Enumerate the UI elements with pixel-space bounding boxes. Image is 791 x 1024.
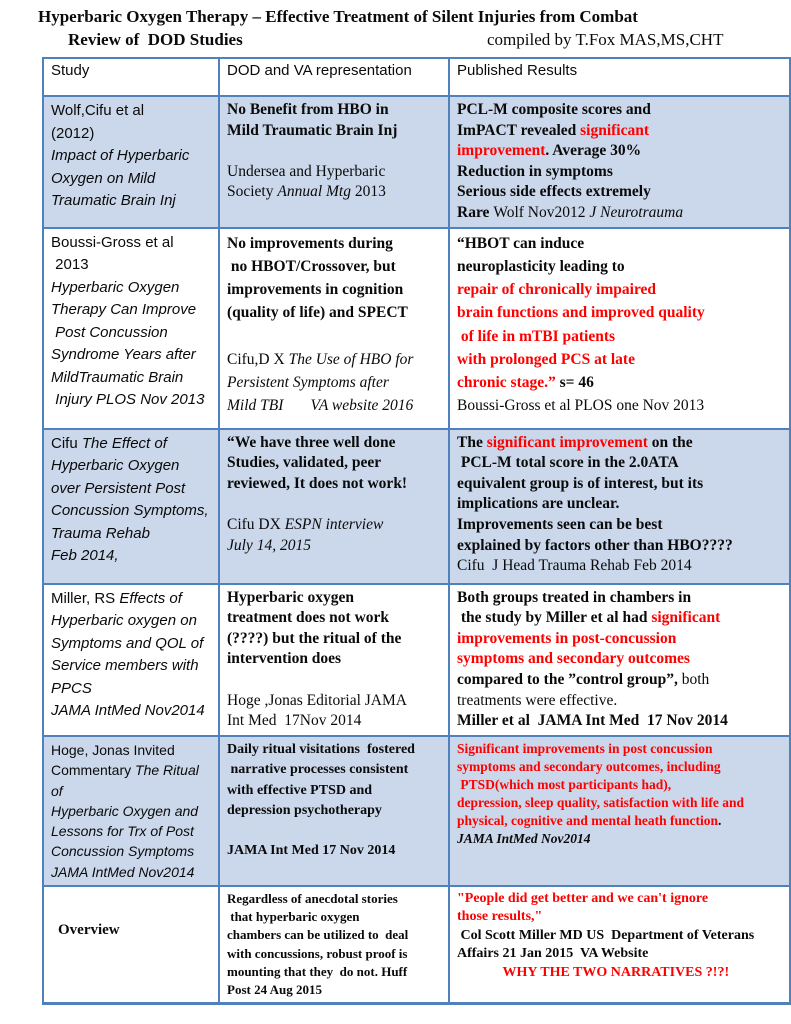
table-cell-r5-c1 [43,736,219,886]
cell-line [227,474,444,495]
text-run: Injury PLOS Nov 2013 [51,391,205,409]
cell-line [457,121,785,142]
text-run: ImPACT revealed [457,121,581,139]
cell-line [227,371,444,394]
cell-line [457,515,785,536]
table-row [43,736,790,886]
text-run: The [457,433,487,451]
table-cell-r5-c2 [219,736,449,886]
text-run: Hyperbaric Oxygen [51,457,180,475]
table-row [43,429,790,584]
column-header-published-results: Published Results [449,58,790,96]
table-header-row [43,58,790,96]
text-run: Commentary [51,762,136,779]
cell-line [227,801,444,821]
cell-line [457,812,785,830]
table-row [43,886,790,1004]
cell-line [457,232,785,255]
compiled-by-credit: compiled by T.Fox MAS,MS,CHT [487,30,724,49]
table-cell-r4-c3 [449,584,790,736]
cell-line [457,536,785,557]
cell-line [51,523,214,546]
text-run: JAMA Int Med 17 Nov 2014 [227,843,396,859]
text-run: Hoge, Jonas Invited [51,741,175,758]
column-header-study: Study [43,58,219,96]
table-cell-r6-c3 [449,886,790,1004]
cell-line [457,649,785,670]
text-run: no HBOT/Crossover, but [227,257,396,275]
text-run: treatment does not work [227,609,390,627]
cell-line [227,325,444,348]
table-cell-r6-c2 [219,886,449,1004]
cell-line [227,453,444,474]
text-run: Syndrome Years after [51,346,196,364]
text-run: equivalent group is of interest, but its [457,474,704,492]
table-row [43,228,790,429]
table-cell-r2-c3 [449,228,790,429]
text-run: compared to the ”control group”, [457,671,682,689]
text-run: Affairs 21 Jan 2015 VA Website [457,946,649,962]
text-run: that hyperbaric oxygen [227,909,360,925]
cell-line [227,608,444,629]
cell-line [227,162,444,183]
text-run: Therapy Can Improve [51,301,197,319]
cell-line [457,474,785,495]
text-run: PPCS [51,679,92,697]
text-run: on the [647,433,693,451]
text-run: improvements in cognition [227,281,404,299]
cell-line [51,740,214,760]
text-run: treatments were effective. [457,691,618,709]
cell-line [227,348,444,371]
cell-line [457,711,785,732]
text-run: Rare [457,204,494,222]
cell-line [51,455,214,478]
cell-line [227,691,444,712]
cell-line [51,322,214,345]
cell-line [227,121,444,142]
cell-line [457,433,785,454]
cell-line [227,255,444,278]
cell-line [51,500,214,523]
studies-table [42,57,791,1005]
text-run: PCL-M composite scores and [457,101,651,118]
text-run: improvement [457,142,546,160]
cell-line [51,232,214,255]
text-run: the study by Miller et al had [457,609,652,627]
cell-line [227,963,444,981]
cell-line [457,588,785,609]
text-run: Both groups treated in chambers in [457,588,692,606]
text-run: neuroplasticity leading to [457,257,625,275]
text-run: Col Scott Miller MD US Department of Veterans [457,927,755,943]
cell-line [227,926,444,944]
cell-line [227,649,444,670]
cell-line [51,821,214,841]
text-run: Service members with [51,657,199,675]
text-run: Society [227,183,278,201]
text-run: Hoge ,Jonas Editorial JAMA [227,691,407,709]
text-run: improvements in post-concussion [457,629,677,647]
text-run: Studies, validated, peer [227,454,382,472]
cell-line [227,232,444,255]
text-run: Post 24 Aug 2015 [227,981,322,997]
cell-line [457,776,785,794]
cell-line [457,927,785,945]
cell-line [51,190,214,213]
cell-line [51,168,214,191]
text-run: Hyperbaric oxygen [227,588,354,606]
cell-line [457,141,785,162]
cell-line [227,536,444,557]
cell-line [51,433,214,456]
cell-line [227,670,444,691]
table-cell-r5-c3 [449,736,790,886]
cell-line [227,821,444,841]
cell-line [51,633,214,656]
cell-line [51,389,214,412]
table-cell-r1-c1 [43,96,219,228]
cell-line [227,278,444,301]
text-run: Cifu [51,434,82,452]
text-run: Concussion Symptoms [51,843,195,860]
text-run: explained by factors other than HBO???? [457,536,733,554]
table-cell-r2-c1 [43,228,219,429]
cell-line [227,182,444,203]
text-run: Reduction in symptoms [457,162,613,180]
text-run: (quality of life) and SPECT [227,304,408,322]
text-run: Mild TBI VA website 2016 [227,397,414,415]
cell-line [227,588,444,609]
text-run: Improvements seen can be best [457,516,663,534]
cell-line [227,908,444,926]
cell-line [457,325,785,348]
cell-line [227,711,444,732]
text-run: . Average 30% [545,142,642,160]
text-run: significant improvement [486,433,648,451]
text-run: significant [580,121,650,139]
text-run: PTSD(which most participants had), [457,776,672,792]
text-run: Daily ritual visitations fostered [227,741,415,757]
table-cell-r6-c1 [43,886,219,1004]
text-run: ESPN interview [284,516,384,534]
text-run: Cifu DX [227,516,285,534]
text-run: . [718,812,722,828]
text-run: No improvements during [227,234,393,252]
text-run: Annual Mtg [277,183,355,201]
table-cell-r1-c3 [449,96,790,228]
cell-line [457,453,785,474]
cell-line [227,433,444,454]
text-run: (????) but the ritual of the [227,629,402,647]
text-run: of life in mTBI patients [457,327,616,345]
text-run: Overview [58,922,120,938]
text-run: Wolf Nov2012 [493,204,590,222]
cell-line [457,794,785,812]
text-run: reviewed, It does not work! [227,474,408,492]
text-run: Lessons for Trx of Post [51,823,194,840]
text-run: JAMA IntMed Nov2014 [51,702,205,720]
cell-line [457,348,785,371]
cell-line [51,862,214,882]
text-run: Miller et al JAMA Int Med 17 Nov 2014 [457,712,728,730]
cell-line [227,494,444,515]
cell-line [51,145,214,168]
text-run: chambers can be utilized to deal [227,927,409,943]
cell-line [457,255,785,278]
text-run: Boussi-Gross et al PLOS one Nov 2013 [457,397,705,415]
text-run: Effects of [119,589,182,607]
cell-line [227,760,444,780]
cell-line [457,494,785,515]
text-run: depression psychotherapy [227,802,382,818]
document-subtitle: Review of DOD Studies [68,30,243,49]
text-run: Int Med 17Nov 2014 [227,712,362,730]
text-run: Significant improvements in post concussion [457,740,713,756]
cell-line [457,608,785,629]
cell-line [457,945,785,963]
table-cell-r3-c3 [449,429,790,584]
cell-line [227,100,444,121]
cell-line [457,740,785,758]
cell-line [457,908,785,926]
cell-line [457,100,785,121]
text-run: implications are unclear. [457,495,620,513]
column-header-dod-va-representation: DOD and VA representation [219,58,449,96]
cell-line [51,760,214,801]
text-run: J Neurotrauma [589,204,684,222]
cell-line [457,394,785,417]
text-run: Hyperbaric Oxygen [51,278,180,296]
cell-line [58,919,214,942]
text-run: mounting that they do not. Huff [227,963,408,979]
cell-line [457,890,785,908]
cell-line [457,691,785,712]
cell-line [51,344,214,367]
text-run: Serious side effects extremely [457,183,651,201]
cell-line [51,367,214,390]
cell-line [51,610,214,633]
cell-line [227,781,444,801]
text-run: Persistent Symptoms after [227,374,389,392]
text-run: The Effect of [81,434,167,452]
text-run: WHY THE TWO NARRATIVES ?!?! [457,964,730,980]
table-cell-r2-c2 [219,228,449,429]
cell-line [227,890,444,908]
cell-line [51,700,214,723]
table-cell-r3-c2 [219,429,449,584]
cell-line [227,981,444,999]
text-run: brain functions and improved quality [457,304,705,322]
cell-line [51,678,214,701]
text-run: July 14, 2015 [227,536,311,554]
table-row [43,96,790,228]
text-run: Regardless of anecdotal stories [227,891,398,906]
cell-line [457,278,785,301]
cell-line [227,740,444,760]
text-run: The Use of HBO for [288,350,414,368]
cell-line [457,371,785,394]
text-run: Hyperbaric oxygen on [51,612,197,630]
text-run: MildTraumatic Brain [51,368,184,386]
text-run: over Persistent Post [51,479,186,497]
text-run: Cifu J Head Trauma Rehab Feb 2014 [457,557,692,575]
table-cell-r4-c1 [43,584,219,736]
cell-line [227,141,444,162]
text-run: Mild Traumatic Brain Inj [227,121,398,139]
cell-line [51,588,214,611]
cell-line [457,964,785,982]
cell-line [51,801,214,821]
text-run: those results," [457,909,543,925]
text-run: with prolonged PCS at late [457,350,635,368]
text-run: Wolf,Cifu et al [51,102,145,119]
cell-line [51,299,214,322]
cell-line [51,123,214,146]
cell-line [51,841,214,861]
cell-line [227,841,444,861]
text-run: 2013 [51,256,89,274]
text-run: Undersea and Hyperbaric [227,162,386,180]
cell-line [457,556,785,577]
text-run: (2012) [51,124,95,142]
text-run: both [681,671,710,689]
cell-line [51,100,214,123]
text-run: JAMA IntMed Nov2014 [457,830,591,846]
cell-line [51,545,214,568]
cell-line [51,254,214,277]
text-run: Feb 2014, [51,547,119,565]
text-run: with concussions, robust proof is [227,945,408,961]
text-run: intervention does [227,650,342,668]
table-cell-r1-c2 [219,96,449,228]
cell-line [457,301,785,324]
text-run: 2013 [354,183,386,201]
cell-line [227,945,444,963]
cell-line [457,758,785,776]
text-run: Traumatic Brain Inj [51,192,176,209]
cell-line [457,182,785,203]
table-cell-r3-c1 [43,429,219,584]
table-row [43,584,790,736]
cell-line [457,203,785,224]
text-run: Boussi-Gross et al [51,233,174,251]
cell-line [51,478,214,501]
text-run: JAMA IntMed Nov2014 [51,863,195,880]
cell-line [457,629,785,650]
text-run: No Benefit from HBO in [227,101,389,118]
cell-line [227,515,444,536]
text-run: Concussion Symptoms, [51,502,209,520]
cell-line [227,301,444,324]
table-cell-r4-c2 [219,584,449,736]
text-run: depression, sleep quality, satisfaction with life and [457,794,745,810]
text-run: repair of chronically impaired [457,281,657,299]
text-run: symptoms and secondary outcomes [457,650,690,668]
text-run: significant [651,609,721,627]
text-run: “We have three well done [227,433,396,451]
text-run: s= 46 [555,374,594,392]
text-run: physical, cognitive and mental heath function [457,812,719,828]
text-run: Impact of Hyperbaric [51,147,190,164]
text-run: The Ritual of [51,762,203,799]
text-run: Trauma Rehab [51,524,150,542]
text-run: symptoms and secondary outcomes, including [457,758,721,774]
cell-line [51,655,214,678]
text-run: chronic stage.” [457,374,556,392]
cell-line [51,277,214,300]
text-run: “HBOT can induce [457,234,585,252]
cell-line [227,629,444,650]
text-run: narrative processes consistent [227,762,409,778]
text-run: "People did get better and we can't ignore [457,891,709,906]
text-run: PCL-M total score in the 2.0ATA [457,454,679,472]
cell-line [457,670,785,691]
text-run: Oxygen on Mild [51,169,156,187]
cell-line [227,394,444,417]
text-run: Post Concussion [51,323,168,341]
text-run: with effective PTSD and [227,782,373,798]
document-title: Hyperbaric Oxygen Therapy – Effective Treatment of Silent Injuries from Combat [38,7,638,26]
text-run: Symptoms and QOL of [51,634,204,652]
text-run: Cifu,D X [227,350,289,368]
text-run: Hyperbaric Oxygen and [51,802,199,819]
cell-line [457,162,785,183]
cell-line [457,830,785,848]
text-run: Miller, RS [51,589,120,607]
